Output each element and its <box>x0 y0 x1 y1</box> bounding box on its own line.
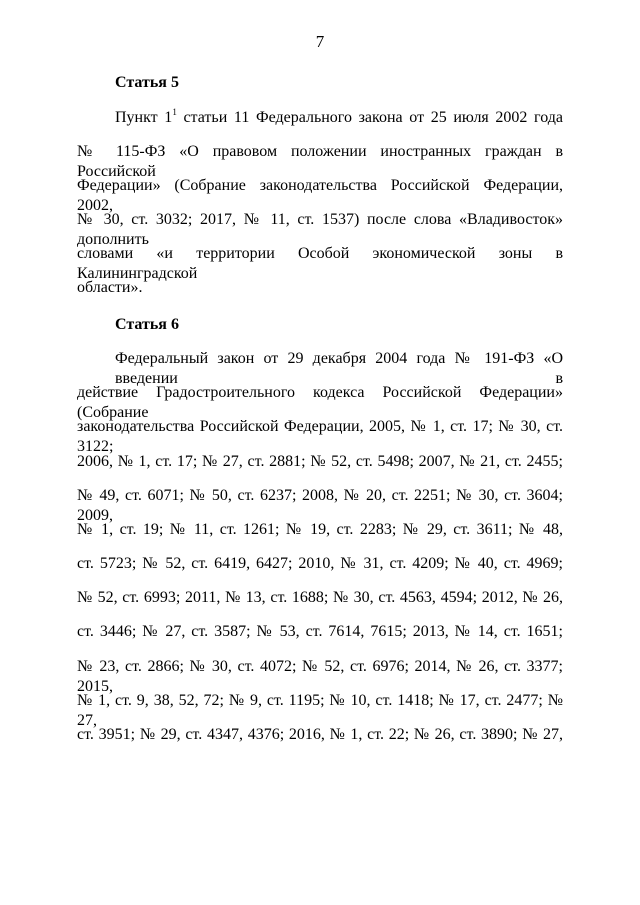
article-6-line-3: законодательства Российской Федерации, 2005, № 1, ст. 17; № 30, ст. 3122; <box>77 418 563 455</box>
article-5-line-3: Федерации» (Собрание законодательства Российской Федерации, 2002, <box>77 177 563 214</box>
article-6-line-6: № 1, ст. 19; № 11, ст. 1261; № 19, ст. 2283; № 29, ст. 3611; № 48, <box>77 521 563 538</box>
article-6-line-9: ст. 3446; № 27, ст. 3587; № 53, ст. 7614, 7615; 2013, № 14, ст. 1651; <box>77 623 563 640</box>
text-run: Пункт 1 <box>115 109 173 126</box>
article-5-line-4: № 30, ст. 3032; 2017, № 11, ст. 1537) после слова «Владивосток» дополнить <box>77 211 563 248</box>
article-6-heading: Статья 6 <box>115 316 179 333</box>
superscript: 1 <box>172 107 177 117</box>
page-number: 7 <box>315 32 325 51</box>
article-5-line-1 <box>115 108 563 128</box>
article-6-line-10: № 23, ст. 2866; № 30, ст. 4072; № 52, ст. 6976; 2014, № 26, ст. 3377; 2015, <box>77 658 563 695</box>
text-run: статьи 11 Федерального закона от 25 июля 2002 года <box>176 109 563 126</box>
article-6-line-8: № 52, ст. 6993; 2011, № 13, ст. 1688; № 30, ст. 4563, 4594; 2012, № 26, <box>77 589 563 606</box>
article-5-line-5: словами «и территории Особой экономической зоны в Калининградской <box>77 245 563 282</box>
article-6-line-2: действие Градостроительного кодекса Российской Федерации» (Собрание <box>77 384 563 421</box>
article-5-line-6: области». <box>77 279 143 296</box>
article-6-line-5: № 49, ст. 6071; № 50, ст. 6237; 2008, № 20, ст. 2251; № 30, ст. 3604; 2009, <box>77 487 563 524</box>
article-5-line-2: № 115-ФЗ «О правовом положении иностранных граждан в Российской <box>77 143 563 180</box>
article-6-line-7: ст. 5723; № 52, ст. 6419, 6427; 2010, № 31, ст. 4209; № 40, ст. 4969; <box>77 555 563 572</box>
article-6-line-11: № 1, ст. 9, 38, 52, 72; № 9, ст. 1195; № 10, ст. 1418; № 17, ст. 2477; № 27, <box>77 692 563 729</box>
article-6-line-1: Федеральный закон от 29 декабря 2004 года № 191-ФЗ «О введении в <box>115 350 563 387</box>
article-6-line-12: ст. 3951; № 29, ст. 4347, 4376; 2016, № 1, ст. 22; № 26, ст. 3890; № 27, <box>77 726 563 743</box>
article-5-heading: Статья 5 <box>115 74 179 91</box>
article-6-line-4: 2006, № 1, ст. 17; № 27, ст. 2881; № 52, ст. 5498; 2007, № 21, ст. 2455; <box>77 453 563 470</box>
